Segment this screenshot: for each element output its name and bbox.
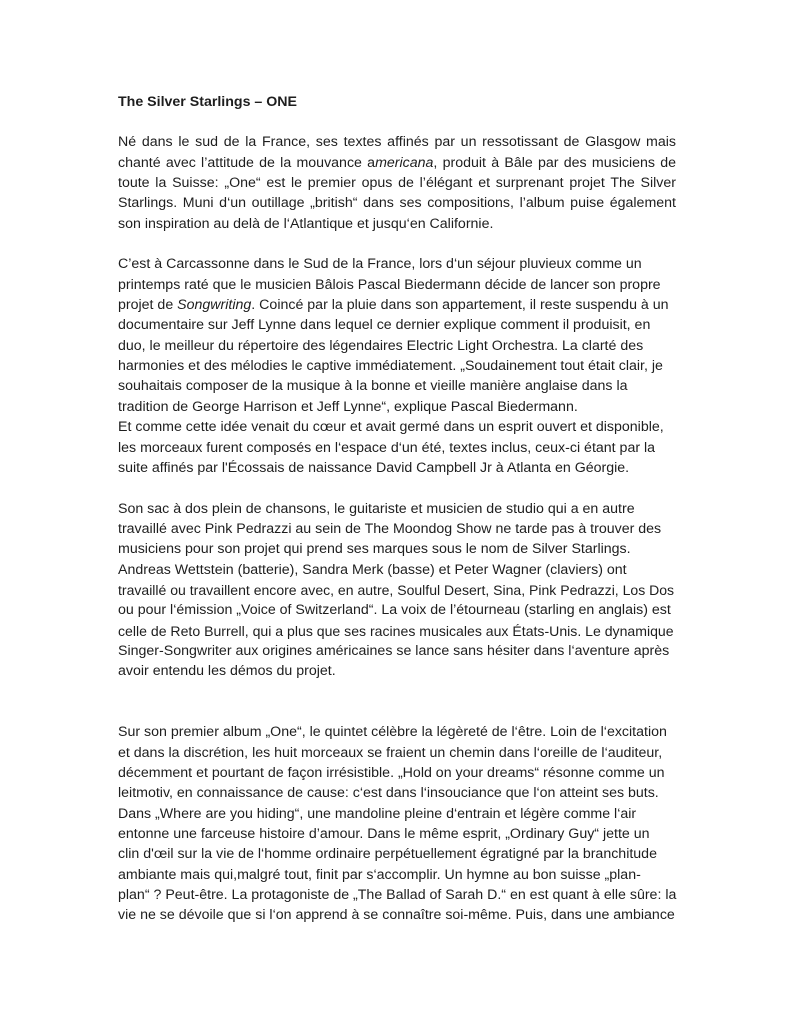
text-line: vie ne se dévoile que si l‘on apprend à se connaître soi-même. Puis, dans une ambiance — [118, 907, 675, 924]
text-line: avoir entendu les démos du projet. — [118, 663, 336, 680]
text-line: suite affinés par l'Écossais de naissance David Campbell Jr à Atlanta en Géorgie. — [118, 459, 630, 476]
text-line: Dans „Where are you hiding“, une mandoline pleine d‘entrain et légère comme l‘air — [118, 805, 637, 822]
text-line: chanté avec l’attitude de la mouvance americana, produit à Bâle par des musiciens de — [118, 154, 676, 171]
text-line: Et comme cette idée venait du cœur et avait germé dans un esprit ouvert et disponible, — [118, 419, 664, 436]
text-line: toute la Suisse: „One“ est le premier opus de l’élégant et surprenant projet The Silver — [118, 175, 676, 192]
text-line: harmonies et des mélodies le captive immédiatement. „Soudainement tout était clair, je — [118, 358, 663, 375]
text-line: plan“ ? Peut-être. La protagoniste de „The Ballad of Sarah D.“ en est quant à elle sûre: la — [118, 887, 677, 904]
text-line: Starlings. Muni d‘un outillage „british“ dans ses compositions, l’album puise également — [118, 195, 676, 212]
text-line: Son sac à dos plein de chansons, le guitariste et musicien de studio qui a en autre — [118, 500, 635, 517]
text-line: clin d'œil sur la vie de l‘homme ordinaire perpétuellement égratigné par la branchitude — [118, 846, 657, 863]
text-line: leitmotiv, en connaissance de cause: c‘est dans l‘insouciance que l‘on atteint ses buts. — [118, 785, 659, 802]
text-line: celle de Reto Burrell, qui a plus que ses racines musicales aux États-Unis. Le dynamique — [118, 622, 674, 639]
text-line: les morceaux furent composés en l‘espace d‘un été, textes inclus, ceux-ci étant par la — [118, 439, 656, 456]
paragraph-album — [118, 722, 676, 925]
text-line: Sur son premier album „One“, le quintet célèbre la légèreté de l‘être. Loin de l‘excitation — [118, 724, 667, 741]
text-line: et dans la discrétion, les huit morceaux se fraient un chemin dans l‘oreille de l‘auditeur, — [118, 744, 663, 761]
text-line: documentaire sur Jeff Lynne dans lequel ce dernier explique comment il produisit, en — [118, 317, 651, 334]
paragraph-musicians — [118, 499, 676, 682]
text-line: Singer-Songwriter aux origines américaines se lance sans hésiter dans l‘aventure après — [118, 642, 670, 659]
text-line: souhaitais composer de la musique à la bonne et vieille manière anglaise dans la — [118, 378, 628, 395]
text-line: tradition de George Harrison et Jeff Lynne“, explique Pascal Biedermann. — [118, 398, 578, 415]
text-line: Andreas Wettstein (batterie), Sandra Merk (basse) et Peter Wagner (claviers) ont — [118, 561, 627, 578]
text-line: printemps raté que le musicien Bâlois Pascal Biedermann décide de lancer son propre — [118, 276, 661, 293]
text-line: Né dans le sud de la France, ses textes affinés par un ressotissant de Glasgow mais — [118, 134, 676, 151]
text-line: ambiante mais qui,malgré tout, finit par s‘accomplir. Un hymne au bon suisse „plan- — [118, 866, 641, 883]
text-line: ou pour l‘émission „Voice of Switzerland“. La voix de l’étourneau (starling en anglais) est — [118, 602, 671, 619]
text-line: décemment et pourtant de façon irrésistible. „Hold on your dreams“ résonne comme un — [118, 765, 665, 781]
text-line: son inspiration au delà de l‘Atlantique et jusqu‘en Californie. — [118, 215, 494, 232]
document-page — [118, 92, 676, 946]
text-line: musiciens pour son projet qui prend ses marques sous le nom de Silver Starlings. — [118, 541, 631, 558]
text-line: projet de Songwriting. Coincé par la pluie dans son appartement, il reste suspendu à un — [118, 297, 669, 314]
text-line: duo, le meilleur du répertoire des légendaires Electric Light Orchestra. La clarté des — [118, 337, 644, 354]
paragraph-intro — [118, 132, 676, 234]
document-title: The Silver Starlings – ONE — [118, 94, 297, 110]
italic-term: Songwriting — [177, 297, 252, 314]
text-line: entonne une farceuse histoire d’amour. Dans le même esprit, „Ordinary Guy“ jette un — [118, 826, 650, 843]
text-line: travaillé ou travaillent encore avec, en autre, Soulful Desert, Sina, Pink Pedrazzi, Los Dos — [118, 581, 675, 598]
paragraph-carcassonne — [118, 254, 676, 478]
text-line: travaillé avec Pink Pedrazzi au sein de The Moondog Show ne tarde pas à trouver des — [118, 520, 662, 537]
italic-term: mericana — [375, 154, 434, 171]
spacer — [118, 702, 676, 722]
text-line: C’est à Carcassonne dans le Sud de la France, lors d‘un séjour pluvieux comme un — [118, 256, 642, 273]
